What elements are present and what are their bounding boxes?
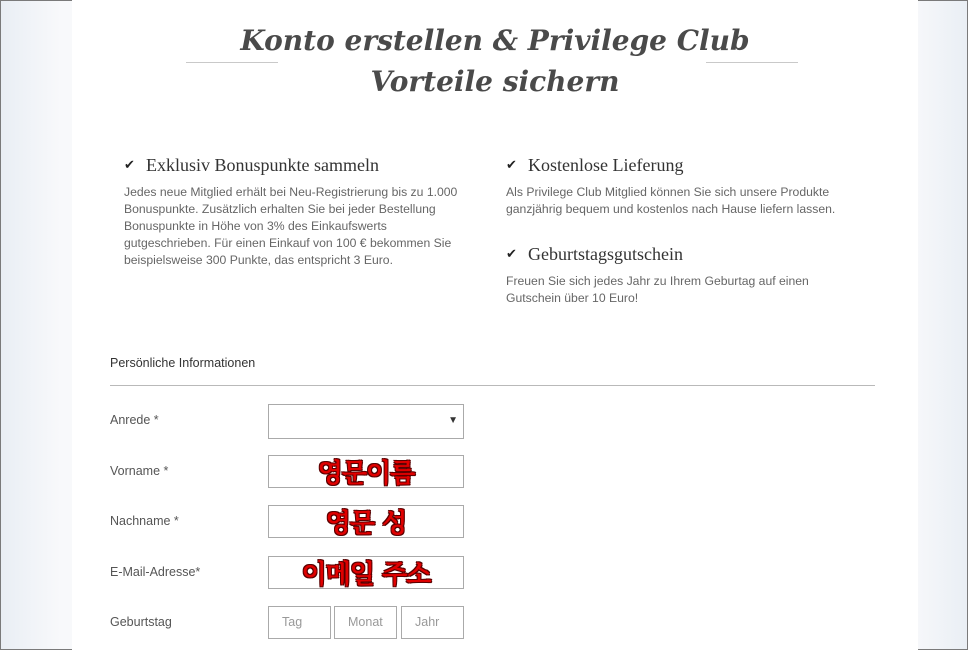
page-title: Konto erstellen & Privilege Club bbox=[240, 24, 750, 57]
checkmark-icon: ✔ bbox=[124, 157, 135, 173]
lastname-label: Nachname * bbox=[110, 514, 179, 528]
benefit-description bbox=[506, 184, 866, 218]
registration-page bbox=[72, 0, 918, 650]
dropdown-arrow-icon: ▼ bbox=[448, 415, 458, 426]
section-divider bbox=[110, 385, 875, 386]
salutation-select[interactable] bbox=[268, 404, 464, 439]
benefit-birthday-voucher bbox=[506, 243, 866, 307]
benefit-description-line: Freuen Sie sich jedes Jahr zu Ihrem Geburtag auf einen bbox=[506, 274, 809, 288]
birthday-month-input[interactable]: Monat bbox=[334, 606, 397, 639]
benefit-description-line: beispielsweise 300 Punkte, das entspricht 3 Euro. bbox=[124, 253, 393, 267]
firstname-input[interactable] bbox=[268, 455, 464, 488]
benefit-description-line: Als Privilege Club Mitglied können Sie sich unsere Produkte bbox=[506, 185, 830, 199]
section-title-personal-info: Persönliche Informationen bbox=[110, 356, 256, 370]
benefit-description-line: ganzjährig bequem und kostenlos nach Hause liefern lassen. bbox=[506, 202, 836, 216]
lastname-input[interactable] bbox=[268, 505, 464, 538]
birthday-year-input[interactable]: Jahr bbox=[401, 606, 464, 639]
page-subtitle: Vorteile sichern bbox=[370, 65, 620, 98]
page-header bbox=[72, 20, 918, 110]
birthday-label: Geburtstag bbox=[110, 615, 172, 629]
benefit-description bbox=[124, 184, 474, 269]
checkmark-icon: ✔ bbox=[506, 157, 517, 173]
email-input[interactable] bbox=[268, 556, 464, 589]
benefit-description bbox=[506, 273, 866, 307]
birthday-day-input[interactable]: Tag bbox=[268, 606, 331, 639]
benefit-description-line: Bonuspunkte. Zusätzlich erhalten Sie bei jeder Bestellung bbox=[124, 202, 436, 216]
firstname-label: Vorname * bbox=[110, 464, 169, 478]
email-label: E-Mail-Adresse* bbox=[110, 565, 201, 579]
lastname-annotation: 영문 성 bbox=[325, 509, 407, 539]
benefit-description-line: Gutschein über 10 Euro! bbox=[506, 291, 639, 305]
benefit-bonus-points bbox=[124, 154, 474, 269]
benefit-free-delivery bbox=[506, 154, 866, 218]
checkmark-icon: ✔ bbox=[506, 246, 517, 262]
benefit-title: Geburtstagsgutschein bbox=[528, 243, 683, 264]
firstname-annotation: 영문이름 bbox=[317, 459, 415, 489]
benefit-title: Exklusiv Bonuspunkte sammeln bbox=[146, 154, 379, 175]
benefit-description-line: Bonuspunkte in Höhe von 3% des Einkaufswerts bbox=[124, 219, 387, 233]
benefit-description-line: gutgeschrieben. Für einen Einkauf von 100 € bekommen Sie bbox=[124, 236, 452, 250]
salutation-label: Anrede * bbox=[110, 413, 159, 427]
benefit-description-line: Jedes neue Mitglied erhält bei Neu-Registrierung bis zu 1.000 bbox=[124, 185, 458, 199]
email-annotation: 이메일 주소 bbox=[301, 560, 431, 590]
benefit-title: Kostenlose Lieferung bbox=[528, 154, 684, 175]
